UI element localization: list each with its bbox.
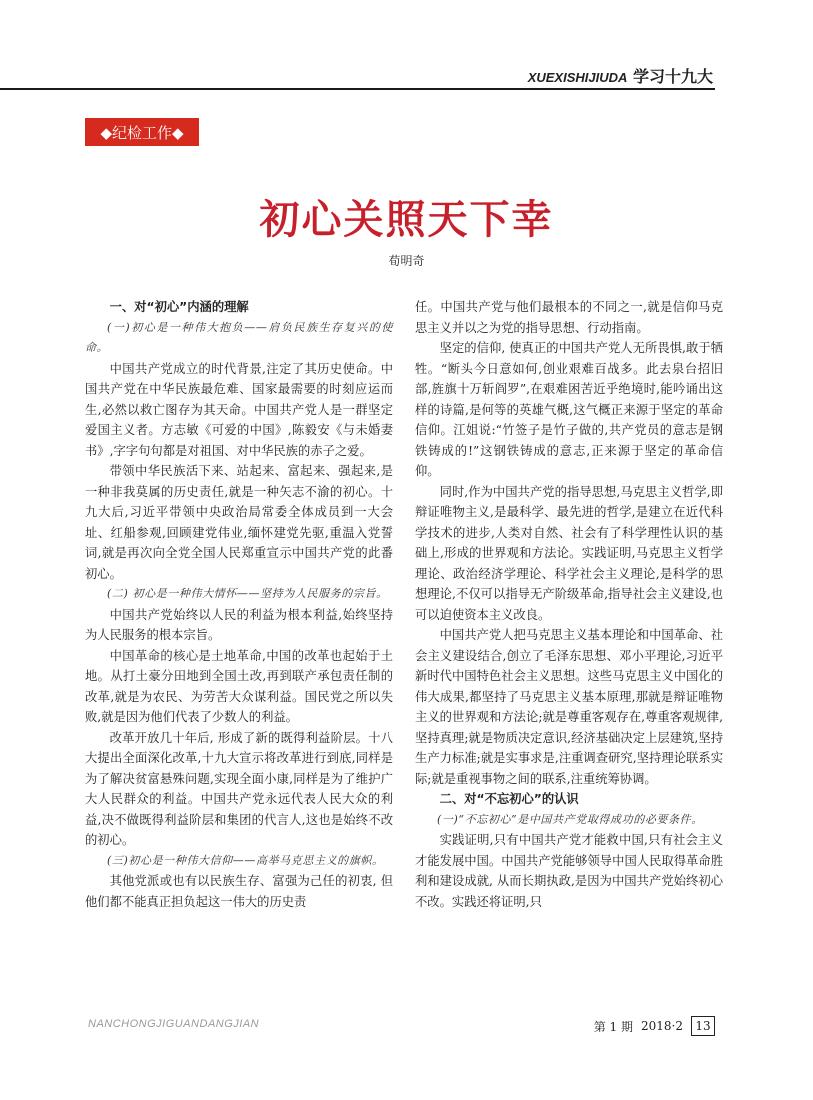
body-paragraph: 中国共产党成立的时代背景,注定了其历史使命。中国共产党在中华民族最危难、国家最需要的时刻应运而生,必然以救亡图存为其天命。中国共产党人是一群坚定爱国主义者。方志敏《可爱的中国》,陈毅安《与未婚妻书》,字字句句都是对祖国、对中华民族的赤子之爱。 <box>85 361 393 458</box>
left-text-column <box>85 297 393 912</box>
subsection-heading: (一)“不忘初心”是中国共产党取得成功的必要条件。 <box>437 812 703 826</box>
body-paragraph: 改革开放几十年后, 形成了新的既得利益阶层。十八大提出全面深化改革,十九大宣示将改革进行到底,同样是为了解决贫富悬殊问题,实现全面小康,同样是为了维护广大人民群众的利益。中国共产党永远代表人民大众的利益,决不做既得利益阶层和集团的代言人,这也是始终不改的初心。 <box>85 730 393 847</box>
subsection-heading: (二) 初心是一种伟大情怀——坚持为人民服务的宗旨。 <box>107 587 388 600</box>
body-paragraph: 中国革命的核心是土地革命,中国的改革也起始于土地。从打土豪分田地到全国土改,再到联产承包责任制的改革,就是为农民、为劳苦大众谋利益。国民党之所以失败,就是因为他们代表了少数人的利益。 <box>85 648 393 724</box>
subsection-heading: (三)初心是一种伟大信仰——高举马克思主义的旗帜。 <box>107 853 384 867</box>
body-paragraph: 中国共产党人把马克思主义基本理论和中国革命、社会主义建设结合,创立了毛泽东思想、邓小平理论,习近平新时代中国特色社会主义思想。这些马克思主义中国化的伟大成果,都坚持了马克思主义基本原理,那就是辩证唯物主义的世界观和方法论;就是尊重客观存在,尊重客观规律,坚持真理;就是物质决定意识,经济基础决定上层建筑,坚持生产力标准;就是实事求是,注重调查研究,坚持理论联系实际;就是重视事物之间的联系,注重统筹协调。 <box>415 628 723 786</box>
section-heading: 一、对“初心”内涵的理解 <box>109 300 249 314</box>
body-paragraph: 坚定的信仰, 使真正的中国共产党人无所畏惧,敢于牺牲。“断头今日意如何,创业艰难百战多。此去泉台招旧部,旌旗十万斩阎罗”,在艰难困苦近乎绝境时,能吟诵出这样的诗篇,是何等的英雄气概,这气概正来源于坚定的革命信仰。江姐说:“竹签子是竹子做的,共产党员的意志是钢铁铸成的!”这钢铁铸成的意志,正来源于坚定的革命信仰。 <box>415 341 723 478</box>
body-paragraph: 实践证明,只有中国共产党才能救中国,只有社会主义才能发展中国。中国共产党能够领导中国人民取得革命胜利和建设成就, 从而长期执政,是因为中国共产党始终初心不改。实践还将证明,只 <box>415 833 723 909</box>
page-number: 13 <box>691 1016 715 1036</box>
journal-latin-name: XUEXISHIJIUDA <box>527 70 628 85</box>
subsection-heading: (一)初心是一种伟大抱负——肩负民族生存复兴的使命。 <box>85 320 393 354</box>
article-author: 荀明奇 <box>388 254 425 268</box>
header-rule <box>0 88 715 90</box>
issue-number: 第 1 期 <box>593 1019 633 1034</box>
body-paragraph: 带领中华民族活下来、站起来、富起来、强起来,是一种非我莫属的历史责任,就是一种矢志不渝的初心。十九大后,习近平带领中央政治局常委全体成员到一大会址、红船参观,回顾建党伟业,缅怀建党先驱,重温入党誓词,就是再次向全党全国人民郑重宣示中国共产党的此番初心。 <box>85 464 393 581</box>
article-title: 初心关照天下幸 <box>259 196 554 243</box>
body-paragraph: 同时,作为中国共产党的指导思想,马克思主义哲学,即辩证唯物主义,是最科学、最先进的哲学,是建立在近代科学技术的进步,人类对自然、社会有了科学理性认识的基础上,形成的世界观和方法论。实践证明,马克思主义哲学理论、政治经济学理论、科学社会主义理论,是科学的思想理论,不仅可以指导无产阶级革命,指导社会主义建设,也可以迫使资本主义改良。 <box>415 484 723 622</box>
body-paragraph: 其他党派或也有以民族生存、富强为己任的初衷, 但他们都不能真正担负起这一伟大的历史责 <box>85 874 393 909</box>
footer-issue-info <box>594 1016 715 1036</box>
section-heading: 二、对“不忘初心”的认识 <box>439 792 579 806</box>
column-tag: ◆纪检工作◆ <box>85 118 199 146</box>
journal-section-name: 学习十九大 <box>632 67 713 86</box>
right-text-column <box>415 297 723 912</box>
footer-journal-name: NANCHONGJIGUANDANGJIAN <box>88 1018 260 1030</box>
issue-date: 2018·2 <box>641 1019 683 1033</box>
body-paragraph: 中国共产党始终以人民的利益为根本利益,始终坚持为人民服务的根本宗旨。 <box>85 607 393 642</box>
journal-header <box>528 64 713 87</box>
body-paragraph: 任。中国共产党与他们最根本的不同之一,就是信仰马克思主义并以之为党的指导思想、行动指南。 <box>415 300 723 335</box>
